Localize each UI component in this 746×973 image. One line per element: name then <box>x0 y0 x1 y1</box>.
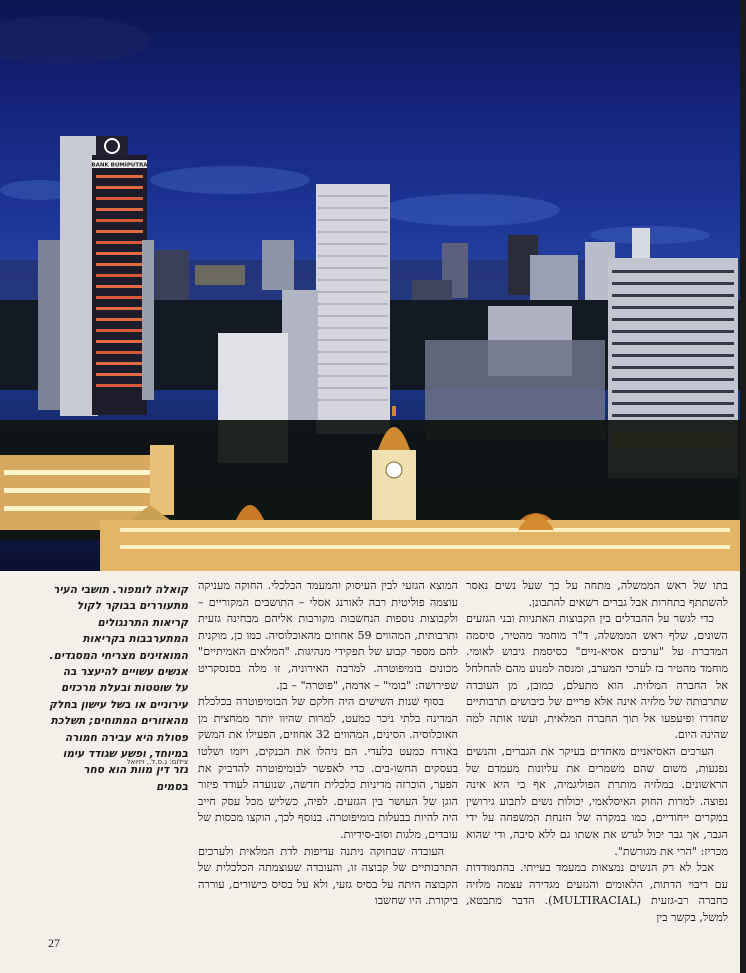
article-column-left <box>198 578 458 910</box>
article-column-right <box>466 578 728 926</box>
photo-caption: קואלה לומפור. תושבי העיר מתעוררים בבוקר לקול קריאות התרנגולים המתערבבות בקריאות המואזינים מצריחי המסגדים. אנשים עשויים להיעצר בה על שוטטות ובעלת מרכזים עירוניים או בשל עישון בחלק מהאזורים המתוחים; תשלכת פסולת היא עבירה חמורה במיוחד, ופשע שגודד עימו גזר דין מוות הוא סחר בסמים <box>49 584 188 793</box>
paragraph: כדי לגשר על ההבדלים בין הקבוצות האתניות ובני הגזעים השונים, שלף ראש הממשלה, ד"ר מוחמד מהטיר, סיסמה המדברת על "ערכים אסיא-ניים" כסיסמת גיבוש לאומי. מוחמד מהטיר בז לערכי המערב, ומנסה למנוע מהם להחלחל אל החברה המלזית. הוא מתעלם, כמובן, מן העובדה שתרבותה של מלזיה אינה אלא פריים של כיבושים תרבותיים שחדרו ופיעפעו אל תוך החברה המלאית, ועשו אותה למה שהינה היום. <box>466 612 728 742</box>
page-number: 27 <box>48 936 60 950</box>
paragraph: העובדה שבחוקה ניתנה עדיפות לדת המלאית ולערכים התרבותיים של קבוצה זו, והעובדה שעוצמתה הכלכלית של הקבוצה היתה על בסיס גזעי, ולא על בסיס כישורים, עוררה ביקורת. היו שחשבו <box>198 844 458 908</box>
paragraph: אבל לא רק הנשים נמצאות במעמד בעייתי. בהתמודדות עם ריבוי הדתות, הלאומים והגזעים מגדירה עצמה מלזיה כחברה רב-גזעית (MULTIRACIAL). הדבר מתבטא, למשל, בקשר בין <box>466 861 728 924</box>
bank-sign: BANK BUMIPUTRA <box>91 162 148 169</box>
photo-credit: צילום: ג.ס.ל., ויזיואל <box>126 758 188 766</box>
paragraph: הערכים האסיאניים מאחדים בעיקר את הגברים, והנשים נפגעות, משום שהם משמרים את עליונות מעמדם של הראשונים. במלזיה מותרת הפוליגמיה, אף כי היא אינה נפוצה. למרות החוק האיסלאמי, יכולות נשים לתבוע גירושין במקרים ייחודיים, כמו במקרה של הזנחת המשפחה על ידי הגבר, אך גבר יכול לגרש את אשתו גם ללא סיבה, ודי שהוא מכריז: "הרי את מגורשת". <box>466 744 728 858</box>
paragraph: בתו של ראש הממשלה, מתחה על כך שעל נשים נאסר להשתתף בתחרות אבל גברים רשאים להתבונן. <box>466 579 728 609</box>
paragraph: בסוף שנות השישים היה חלקם של הבומיפוטרה בכלכלת המדינה בלתי ניכר כמעט, למרות שהיוו יותר ממחצית מן האוכלוסיה. הסינים, המהווים 32 אחוזים, הפעילו את המשק באורח כמעט בלעדי. הם ניהלו את הבנקים, ויזמו ושלטו בעסקים החשו-בים. כדי לאפשר לבומיפוטרה להדביק את הפער, הוכרזה מדיניות כלכלית חדשה, שנועדה לעודד פיזור הוגן של העושר בין הגזעים. לפיה, כשליש מכל עסק חייב היה להיות בבעלות בומיפוטרה. בנוסף לכך, הוקצו מכסות של עובדים, מלגות וסוב-סידיות. <box>198 695 458 841</box>
tower-center <box>316 184 390 434</box>
page-gutter-shadow <box>740 0 746 973</box>
paragraph: המוצא הגזעי לבין העיסוק והמעמד הכלכלי. החוקה מעניקה עוצמה פוליטית רבה לאורנג אסלי – התושבים המקוריים – ולקבוצות נוספות הנחשבות מקורבות אליהם מבחינה גזעית ותרבותית, המהווים 59 אחוזים מהאוכלוסיה. כמו כן, מוקנית להם מספר קבוע של תפקידי מנהיגות. "המלאים האמיתיים" מכונים בומיפוטרה. למרבה האירוניה, זו מלה בסנסקריט שפירושה: "בומי" – אדמה, "פוטרה" – בן. <box>198 579 458 692</box>
clock-face-icon <box>386 462 402 478</box>
